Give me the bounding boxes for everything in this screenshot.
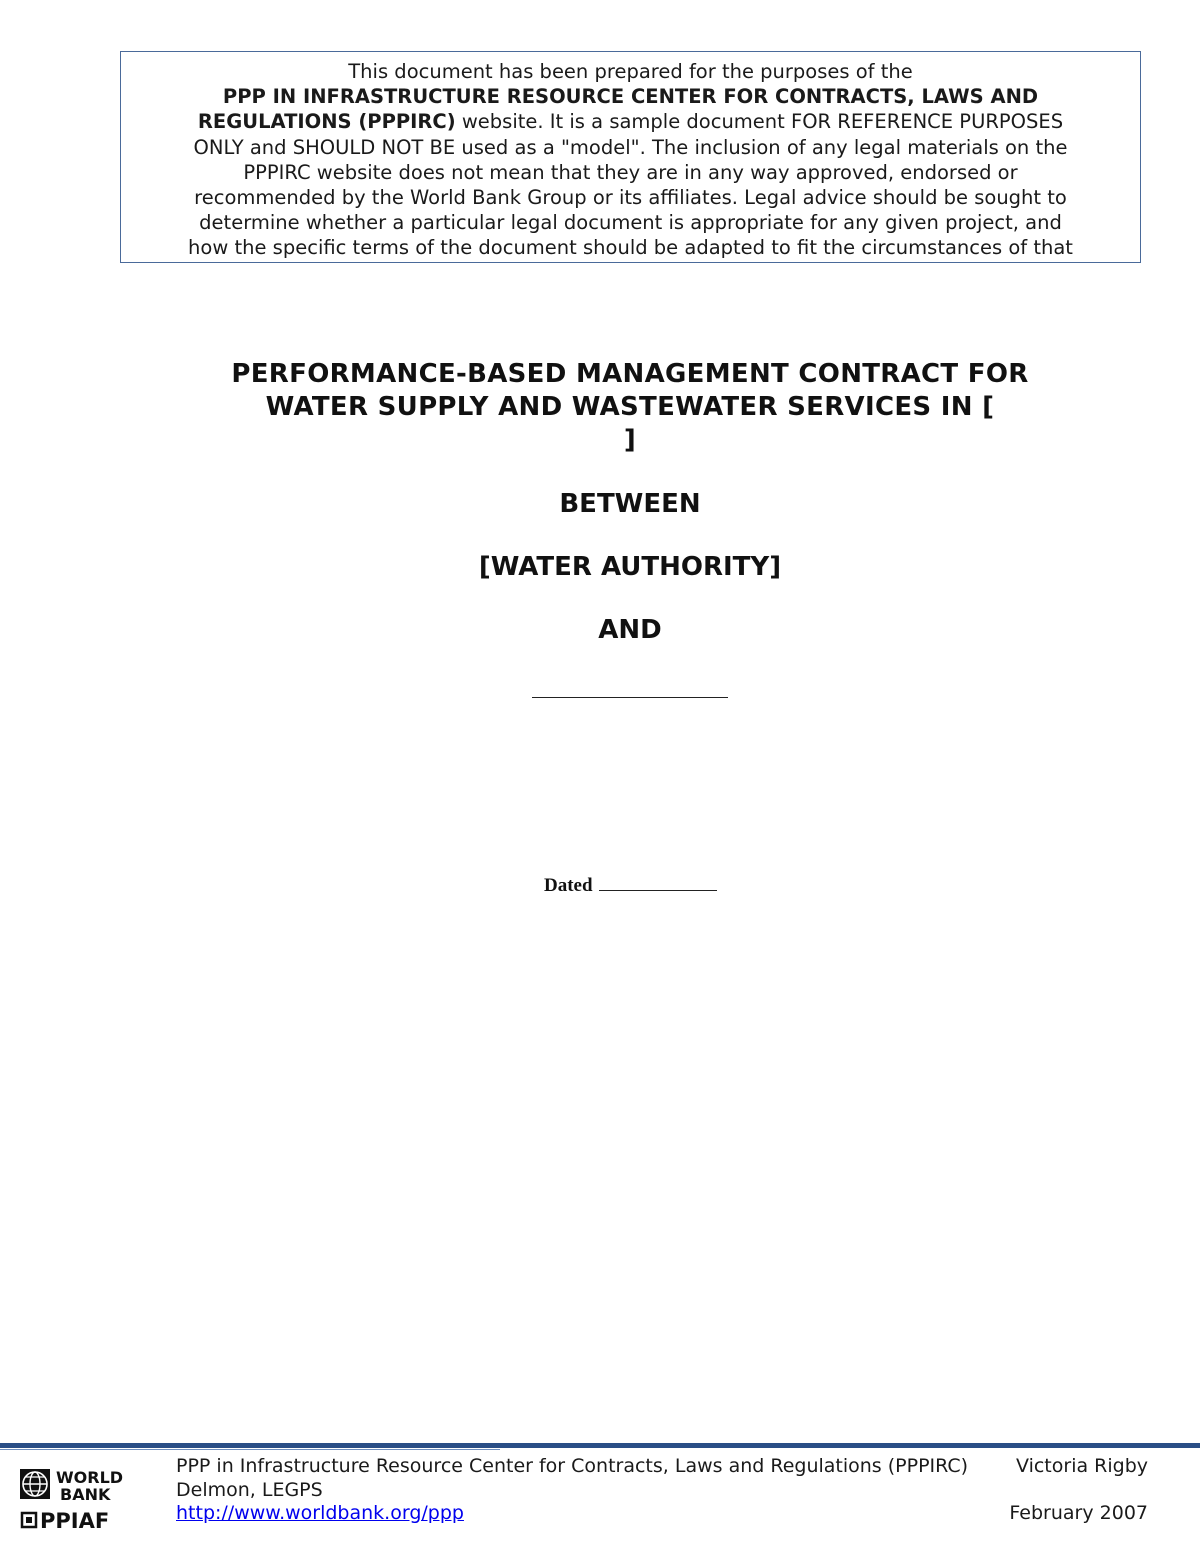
contract-title-line: WATER SUPPLY AND WASTEWATER SERVICES IN [ xyxy=(265,392,995,422)
and-heading: AND xyxy=(598,615,662,645)
disclaimer-bold-text: PPP IN INFRASTRUCTURE RESOURCE CENTER FOR CONTRACTS, LAWS AND xyxy=(222,85,1039,109)
disclaimer-box xyxy=(120,51,1141,263)
footer-rule xyxy=(0,1443,1200,1448)
party-two-blank-line xyxy=(532,697,728,698)
footer-website-link[interactable]: http://www.worldbank.org/ppp xyxy=(176,1502,464,1524)
footer-row xyxy=(176,1479,1148,1503)
dated-label: Dated xyxy=(544,875,593,896)
ppiaf-mark-icon xyxy=(22,1513,36,1527)
footer-row xyxy=(176,1455,1148,1479)
disclaimer-line: This document has been prepared for the purposes of the xyxy=(348,60,913,83)
contract-title xyxy=(0,358,1200,457)
footer-rule-thin xyxy=(0,1449,500,1450)
contract-title-line: ] xyxy=(623,425,637,455)
footer-resource-center: PPP in Infrastructure Resource Center for Contracts, Laws and Regulations (PPPIRC) xyxy=(176,1455,969,1477)
dated-field xyxy=(544,872,717,899)
contract-title-line: PERFORMANCE-BASED MANAGEMENT CONTRACT FOR xyxy=(231,359,1029,389)
disclaimer-bold-text: REGULATIONS (PPPIRC) xyxy=(197,110,456,134)
disclaimer-line xyxy=(121,109,1140,134)
footer-author-continued: Delmon, LEGPS xyxy=(176,1478,323,1501)
disclaimer-line: how the specific terms of the document should be adapted to fit the circumstances of that xyxy=(188,236,1073,260)
footer-row xyxy=(176,1502,1148,1526)
disclaimer-line: determine whether a particular legal document is appropriate for any given project, and xyxy=(199,211,1062,235)
logo-text-bank: BANK xyxy=(60,1485,111,1504)
footer-text xyxy=(176,1455,1148,1526)
disclaimer-line: PPPIRC website does not mean that they are in any way approved, endorsed or xyxy=(243,160,1018,184)
between-heading: BETWEEN xyxy=(559,489,701,519)
footer-date: February 2007 xyxy=(1009,1502,1148,1524)
footer-author: Victoria Rigby xyxy=(1016,1455,1148,1477)
world-bank-ppiaf-logo xyxy=(18,1466,158,1536)
party-one-heading: [WATER AUTHORITY] xyxy=(478,552,782,582)
logo-text-world: WORLD xyxy=(56,1468,124,1487)
logo-text-ppiaf: PPIAF xyxy=(40,1509,110,1533)
globe-icon xyxy=(20,1469,50,1499)
dated-blank-line xyxy=(599,872,717,891)
disclaimer-line xyxy=(121,84,1140,109)
disclaimer-text: website. It is a sample document FOR REFERENCE PURPOSES xyxy=(455,110,1064,134)
disclaimer-line: recommended by the World Bank Group or its affiliates. Legal advice should be sought to xyxy=(194,186,1067,210)
disclaimer-line: ONLY and SHOULD NOT BE used as a "model". The inclusion of any legal materials on the xyxy=(193,135,1068,159)
